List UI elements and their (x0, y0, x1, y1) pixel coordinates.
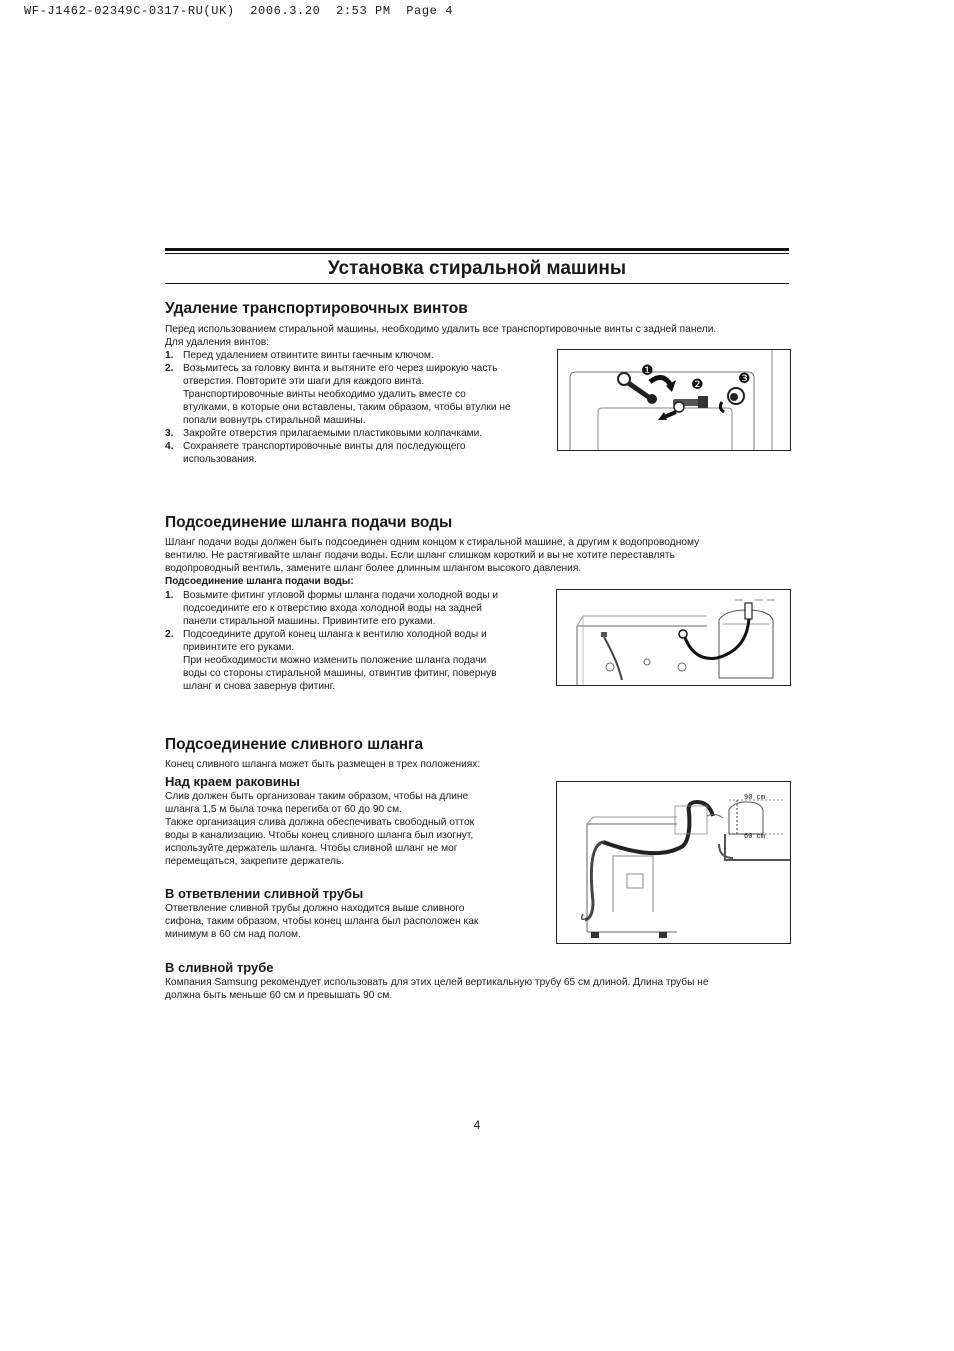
list-item: 3. Закройте отверстия прилагаемыми пластиковыми колпачками. (165, 428, 483, 439)
height-label-90: 90 cm (744, 794, 766, 802)
drain-hose-line (585, 842, 603, 920)
hose-line (604, 637, 622, 680)
screws-intro-1: Перед использованием стиральной машины, необходимо удалить все транспортировочные винты с задней панели. (165, 324, 717, 335)
step-mark-2: ❷ (691, 376, 704, 392)
water-intro-2: вентилю. Не растягивайте шланг подачи воды. Если шланг слишком короткий и вы не хотите переставлять (165, 550, 675, 561)
pipe-text: Компания Samsung рекомендует использовать для этих целей вертикальную трубу 65 см длиной. Длина трубы не должна быть меньше 60 см и превышать 90 см. (165, 977, 709, 1001)
branch-text: Ответвление сливной трубы должно находится выше сливного сифона, таким образом, чтобы конец шланга был расположен как минимум в 60 см над полом. (165, 903, 479, 940)
list-item: 4. Сохраняете транспортировочные винты для последующего использования. (165, 441, 466, 465)
page-number: 4 (473, 1118, 481, 1132)
water-intro-1: Шланг подачи воды должен быть подсоединен одним концом к стиральной машине, а другим к водопроводному (165, 537, 700, 548)
figure-water-hose (556, 589, 791, 686)
sub-heading-sink: Над краем раковины (165, 774, 300, 789)
figure-drain-hose (556, 781, 791, 944)
section-heading-drain-hose: Подсоединение сливного шланга (165, 736, 424, 753)
sub-heading-pipe: В сливной трубе (165, 960, 274, 975)
faucet-icon (745, 603, 752, 619)
step-mark-1: ❶ (641, 362, 654, 378)
rotate-arrow-icon (650, 377, 670, 384)
height-label-60: 60 cm (744, 833, 766, 841)
page-title: Установка стиральной машины (327, 258, 627, 279)
title-bar (165, 248, 789, 284)
drain-intro: Конец сливного шланга может быть размещен в трех положениях: (165, 759, 481, 770)
list-item: 1. Перед удалением отвинтите винты гаечным ключом. (165, 350, 434, 361)
print-header: WF-J1462-02349C-0317-RU(UK) 2006.3.20 2:53 PM Page 4 (24, 4, 454, 18)
sub-heading-branch: В ответвлении сливной трубы (165, 886, 364, 901)
water-subheading: Подсоединение шланга подачи воды: (165, 576, 354, 587)
list-item: 2. Возьмитесь за головку винта и вытяните его через широкую часть отверстия. Повторите эти шаги для каждого винта. Транспортировочные винты необходимо удалить вместе со втулками, в которые они вставлены, таким образом, чтобы втулки не попали вовнутрь стиральной машины. (165, 363, 511, 426)
sink-text: Слив должен быть организован таким образом, чтобы на длине шланга 1,5 м была точка перегиба от 60 до 90 см. Также организация слива должна обеспечивать свободный отток воды в канализацию. Чтобы конец сливного шланга был изогнут, используйте держатель шланга. Чтобы сливной шланг не мог перемещаться, закрепите держатель. (165, 791, 475, 867)
sink-icon (719, 610, 773, 678)
figure-screw-removal (557, 349, 791, 451)
water-intro-3: водопроводный вентиль, замените шланг более длинным шлангом высокого давления. (165, 563, 582, 574)
list-item: 1. Возьмите фитинг угловой формы шланга подачи холодной воды и подсоедините его к отверстию входа холодной воды на задней панели стиральной машины. Привинтите его руками. (165, 590, 499, 627)
bolt-icon (673, 396, 708, 412)
screws-intro-2: Для удаления винтов: (165, 337, 270, 348)
list-item: 2. Подсоедините другой конец шланга к вентилю холодной воды и привинтите его руками. При необходимости можно изменить положение шланга подачи воды со стороны стиральной машины, отвинтив фитинг, повернув шланг и снова завернув фитинг. (165, 629, 497, 692)
water-steps (165, 589, 498, 693)
section-heading-screws: Удаление транспортировочных винтов (165, 300, 468, 317)
section-heading-water-hose: Подсоединение шланга подачи воды (165, 514, 453, 531)
screws-steps (165, 349, 511, 466)
sink-icon (729, 802, 763, 834)
step-mark-3: ❸ (738, 370, 751, 386)
